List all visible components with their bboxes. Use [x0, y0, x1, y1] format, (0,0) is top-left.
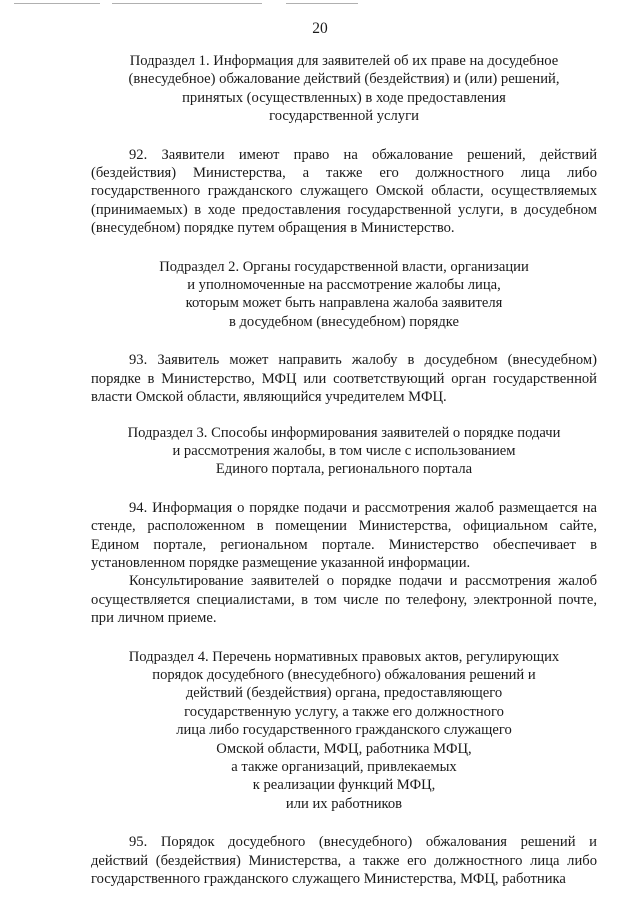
heading-line: (внесудебное) обжалование действий (бездействия) и (или) решений, — [128, 71, 560, 88]
subsection-1 — [91, 52, 597, 238]
heading-line: в досудебном (внесудебном) порядке — [228, 313, 460, 330]
subsection-heading — [91, 648, 597, 814]
document-body — [91, 52, 597, 888]
scan-artifact-line — [14, 3, 100, 4]
heading-line: государственной услуги — [269, 108, 419, 125]
heading-line: государственную услугу, а также его должностного — [184, 703, 504, 720]
subsection-2 — [91, 258, 597, 407]
heading-line: порядок досудебного (внесудебного) обжалования решений и — [152, 666, 536, 683]
heading-line: Подраздел 2. Органы государственной власти, организации — [159, 258, 529, 275]
subsection-heading — [91, 424, 597, 479]
paragraph-94: 94. Информация о порядке подачи и рассмотрения жалоб размещается на стенде, расположенном в помещении Министерства, официальном сайте, Едином портале, региональном портале. Министерство обеспечивает в установленном порядке размещение указанной информации. — [91, 499, 597, 571]
heading-line: Подраздел 3. Способы информирования заявителей о порядке подачи — [127, 424, 561, 441]
subsection-heading — [91, 52, 597, 126]
heading-line: которым может быть направлена жалоба заявителя — [185, 295, 503, 312]
heading-line: к реализации функций МФЦ, — [252, 777, 436, 794]
paragraph-92: 92. Заявители имеют право на обжалование решений, действий (бездействия) Министерства, а также его должностного лица либо государственного гражданского служащего Омской области, осуществляемых (принимаемых) в ходе предоставления государственной услуги, в досудебном (внесудебном) порядке путем обращения в Министерство. — [91, 146, 597, 237]
heading-line: или их работников — [285, 795, 403, 812]
heading-line: Подраздел 4. Перечень нормативных правовых актов, регулирующих — [128, 648, 560, 665]
scan-artifact-line — [286, 3, 358, 4]
heading-line: а также организаций, привлекаемых — [231, 759, 457, 775]
heading-line: Омской области, МФЦ, работника МФЦ, — [216, 740, 472, 757]
heading-line: принятых (осуществленных) в ходе предоставления — [182, 89, 506, 106]
heading-line: Подраздел 1. Информация для заявителей об их праве на досудебное — [129, 53, 559, 69]
heading-line: лица либо государственного гражданского служащего — [176, 722, 512, 739]
subsection-3 — [91, 424, 597, 628]
paragraph-93: 93. Заявитель может направить жалобу в досудебном (внесудебном) порядке в Министерство, МФЦ или соответствующий орган государственной власти Омской области, являющийся учредителем МФЦ. — [91, 352, 597, 406]
paragraph-95: 95. Порядок досудебного (внесудебного) обжалования решений и действий (бездействия) Министерства, а также его должностного лица либо государственного гражданского служащего Министерства, МФЦ, работника — [91, 834, 597, 888]
paragraph-94-consulting: Консультирование заявителей о порядке подачи и рассмотрения жалоб осуществляется специалистами, в том числе по телефону, электронной почте, при личном приеме. — [91, 573, 597, 627]
page-number: 20 — [312, 20, 328, 37]
scan-artifact-line — [112, 3, 262, 4]
heading-line: действий (бездействия) органа, предоставляющего — [185, 685, 503, 702]
heading-line: и рассмотрения жалобы, в том числе с использованием — [172, 442, 516, 459]
subsection-4 — [91, 648, 597, 889]
subsection-heading — [91, 258, 597, 332]
heading-line: и уполномоченные на рассмотрение жалобы лица, — [187, 277, 501, 294]
heading-line: Единого портала, регионального портала — [215, 461, 473, 478]
